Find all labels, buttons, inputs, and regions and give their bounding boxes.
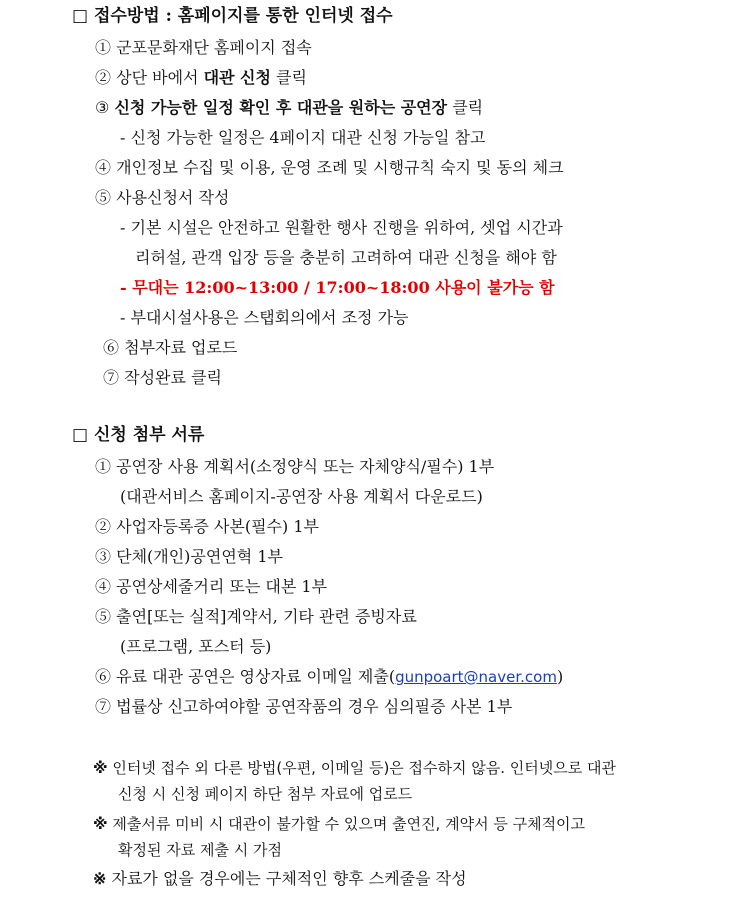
step-1: ① 군포문화재단 홈페이지 접속 [95, 38, 312, 57]
doc-4: ④ 공연상세줄거리 또는 대본 1부 [95, 577, 328, 596]
stage-restriction-note: - 무대는 12:00~13:00 / 17:00~18:00 사용이 불가능 함 [120, 278, 555, 297]
note-1-line-2: 신청 시 신청 페이지 하단 첨부 자료에 업로드 [118, 785, 413, 803]
section2-title: □ 신청 첨부 서류 [72, 425, 205, 445]
step-2: ② 상단 바에서 대관 신청 클릭 [95, 68, 307, 87]
note-2-line-1: ※ 제출서류 미비 시 대관이 불가할 수 있으며 출연진, 계약서 등 구체적이고 [93, 815, 586, 833]
step-6: ⑥ 첨부자료 업로드 [103, 338, 238, 357]
step-5-note-3: - 부대시설사용은 스탭회의에서 조정 가능 [120, 308, 409, 327]
doc-5-note: (프로그램, 포스터 등) [120, 637, 272, 656]
doc-5: ⑤ 출연[또는 실적]계약서, 기타 관련 증빙자료 [95, 607, 417, 626]
step-3: ③ 신청 가능한 일정 확인 후 대관을 원하는 공연장 클릭 [95, 98, 484, 117]
doc-2: ② 사업자등록증 사본(필수) 1부 [95, 517, 319, 536]
note-mark: ※ [93, 815, 108, 833]
step-4: ④ 개인정보 수집 및 이용, 운영 조례 및 시행규칙 숙지 및 동의 체크 [95, 158, 564, 177]
step-5: ⑤ 사용신청서 작성 [95, 188, 230, 207]
doc-1: ① 공연장 사용 계획서(소정양식 또는 자체양식/필수) 1부 [95, 457, 495, 476]
note-3: ※ 자료가 없을 경우에는 구체적인 향후 스케줄을 작성 [93, 869, 467, 888]
doc-6: ⑥ 유료 대관 공연은 영상자료 이메일 제출(gunpoart@naver.com) [95, 667, 564, 686]
step-7: ⑦ 작성완료 클릭 [103, 368, 222, 387]
section1-title: □ 접수방법 : 홈페이지를 통한 인터넷 접수 [72, 6, 393, 26]
note-mark: ※ [93, 759, 108, 777]
doc-7: ⑦ 법률상 신고하여야할 공연작품의 경우 심의필증 사본 1부 [95, 697, 513, 716]
note-2-line-2: 확정된 자료 제출 시 가점 [118, 841, 282, 859]
step-5-note-2: 리허설, 관객 입장 등을 충분히 고려하여 대관 신청을 해야 함 [135, 248, 557, 267]
note-mark: ※ [93, 869, 107, 888]
email-link[interactable]: gunpoart@naver.com [395, 668, 557, 686]
step-3-note: - 신청 가능한 일정은 4페이지 대관 신청 가능일 참고 [120, 128, 486, 147]
step-5-note-1: - 기본 시설은 안전하고 원활한 행사 진행을 위하여, 셋업 시간과 [120, 218, 563, 237]
note-1-line-1: ※ 인터넷 접수 외 다른 방법(우편, 이메일 등)은 접수하지 않음. 인터넷으로 대관 [93, 759, 616, 777]
doc-1-note: (대관서비스 홈페이지-공연장 사용 계획서 다운로드) [120, 487, 483, 506]
doc-3: ③ 단체(개인)공연연혁 1부 [95, 547, 283, 566]
